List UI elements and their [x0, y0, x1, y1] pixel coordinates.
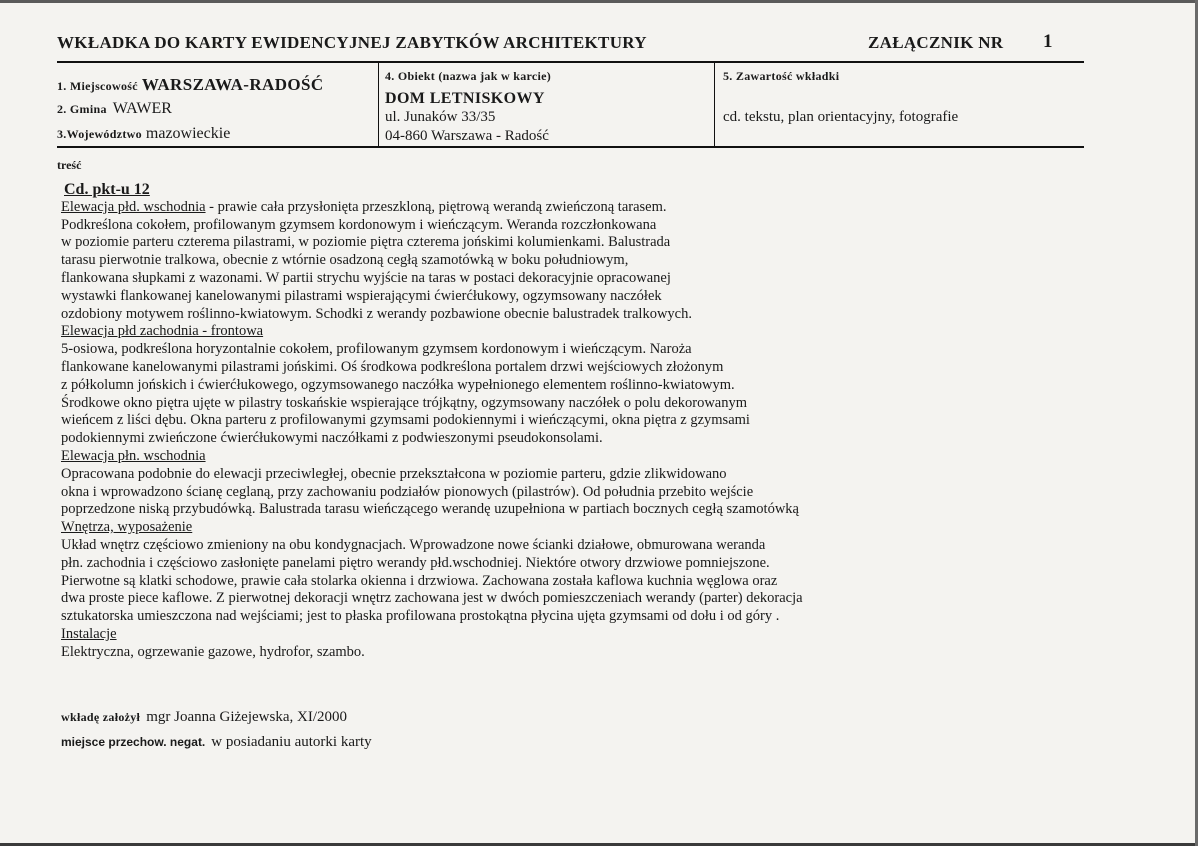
section-line: Opracowana podobnie do elewacji przeciwległej, obecnie przekształcona w poziomie parteru, gdzie zlikwidowano: [61, 465, 727, 482]
wojewodztwo-value: mazowieckie: [145, 125, 231, 142]
section-line: w poziomie parteru czterema pilastrami, w poziomie piętra czterema jońskimi kolumienkami. Balustrada: [61, 234, 671, 251]
section-text: - prawie cała przysłonięta przeszkloną, piętrową werandą zwieńczoną tarasem.: [205, 198, 667, 215]
section-line: wieńcem z liści dębu. Okna parteru z profilowanymi gzymsami podokiennymi i wieńczącymi, okna piętra z gzymsami: [61, 412, 750, 429]
footer-storage: [61, 733, 372, 751]
scan-edge-top: [0, 0, 1198, 3]
form-title: WKŁADKA DO KARTY EWIDENCYJNEJ ZABYTKÓW ARCHITEKTURY: [57, 33, 647, 52]
section-line: Środkowe okno piętra ujęte w pilastry toskańskie wspierające trójkątny, ogzymsowany naczółek o polu dekorowanym: [61, 394, 748, 411]
section-line: Pierwotne są klatki schodowe, prawie cała stolarka okienna i drzwiowa. Zachowana została kaflowa kuchnia węglowa oraz: [61, 572, 778, 589]
author-label: wkładę założył: [61, 710, 141, 724]
gmina-value: WAWER: [112, 100, 172, 117]
section-heading-line: [61, 448, 961, 466]
section-heading-northeast: Elewacja płn. wschodnia: [61, 447, 206, 464]
content-body: [61, 181, 961, 662]
section-line: Elektryczna, ogrzewanie gazowe, hydrofor, szambo.: [61, 643, 365, 660]
author-value: mgr Joanna Giżejewska, XI/2000: [146, 709, 347, 725]
miejscowosc-label: 1. Miejscowość: [57, 79, 138, 93]
obiekt-address-city: 04-860 Warszawa - Radość: [385, 128, 549, 144]
section-line: płn. zachodnia i częściowo zasłonięte panelami piętro werandy płd.wschodniej. Niektóre otwory drzwiowe pomniejszone.: [61, 554, 770, 571]
zawartosc-label: 5. Zawartość wkładki: [723, 69, 840, 83]
storage-label: miejsce przechow. negat.: [61, 735, 206, 749]
section-line: Podkreślona cokołem, profilowanym gzymsem kordonowym i wieńczącym. Weranda rozczłonkowana: [61, 216, 657, 233]
section-line: z półkolumn jońskich i ćwierćłukowego, ogzymsowanego naczółka wypełnionego elementem roślinno-kwiatowym.: [61, 376, 735, 393]
section-heading-line: [61, 519, 961, 537]
annex-label: ZAŁĄCZNIK NR: [868, 33, 1004, 52]
footer-author: [61, 708, 347, 726]
column-divider-2: [714, 62, 715, 147]
section-heading-installations: Instalacje: [61, 625, 117, 642]
section-line: sztukatorska umieszczona nad wejściami; jest to płaska profilowana prostokątna płycina ujęta gzymsami od dołu i od góry .: [61, 608, 780, 625]
section-line: [61, 199, 961, 217]
section-line: Układ wnętrz częściowo zmieniony na obu kondygnacjach. Wprowadzone nowe ścianki działowe, obmurowana weranda: [61, 536, 766, 553]
zawartosc-value: cd. tekstu, plan orientacyjny, fotografie: [723, 109, 959, 125]
section-heading-front: Elewacja płd zachodnia - frontowa: [61, 323, 264, 340]
section-heading-east: Elewacja płd. wschodnia: [61, 198, 206, 215]
field-gmina: [57, 100, 172, 118]
section-line: ozdobiony motywem roślinno-kwiatowym. Schodki z werandy pozbawione obecnie balustradek tralkowych.: [61, 305, 692, 322]
column-divider-1: [378, 62, 379, 147]
gmina-label: 2. Gmina: [57, 102, 107, 116]
storage-value: w posiadaniu autorki karty: [211, 734, 372, 750]
section-line: podokiennymi zwieńczone ćwierćłukowymi naczółkami z podwieszonymi pseudokonsolami.: [61, 430, 603, 447]
wojewodztwo-label: 3.Województwo: [57, 127, 142, 141]
section-heading-interiors: Wnętrza, wyposażenie: [61, 519, 193, 536]
field-miejscowosc: [57, 75, 324, 95]
header-rule-bottom: [57, 146, 1084, 148]
field-wojewodztwo: [57, 125, 230, 143]
section-line: tarasu pierwotnie tralkowa, obecnie z wtórnie osadzoną cegłą szamotówką w boku południowym,: [61, 252, 629, 269]
section-line: dwa proste piece kaflowe. Z pierwotnej dekoracji wnętrz zachowana jest w dwóch pomieszczeniach werandy (parter) dekoracja: [61, 590, 803, 607]
obiekt-address-street: ul. Junaków 33/35: [385, 109, 496, 125]
section-line: 5-osiowa, podkreślona horyzontalnie cokołem, profilowanym gzymsem kordonowym i wieńczącym. Naroża: [61, 341, 692, 358]
pkt-heading: Cd. pkt-u 12: [64, 181, 150, 198]
section-heading-line: [61, 323, 961, 341]
annex-number: 1: [1043, 31, 1053, 52]
header-rule-top: [57, 61, 1084, 63]
section-line: flankowane kanelowanymi pilastrami jońskimi. Oś środkowa podkreślona portalem drzwi wejściowych złożonym: [61, 358, 724, 375]
section-heading-line: [61, 626, 961, 644]
section-line: wystawki flankowanej kanelowanymi pilastrami wspierającymi ćwierćłukowy, ogzymsowany naczółek: [61, 287, 662, 304]
obiekt-label: 4. Obiekt (nazwa jak w karcie): [385, 69, 552, 83]
section-line: poprzedzone niską przybudówką. Balustrada tarasu wieńczącego werandę uzupełniona w partiach bocznych cegłą szamotówką: [61, 501, 799, 518]
miejscowosc-value: WARSZAWA-RADOŚĆ: [141, 75, 324, 94]
section-line: okna i wprowadzono ścianę ceglaną, przy zachowaniu podziałów pionowych (pilastrów). Od południa przebito wejście: [61, 483, 754, 500]
section-line: flankowana słupkami z wazonami. W partii strychu wyjście na taras w postaci dekoracyjnie opracowanej: [61, 269, 671, 286]
obiekt-name: DOM LETNISKOWY: [385, 90, 545, 107]
pkt-heading-line: [61, 181, 961, 199]
tresc-label: treść: [57, 158, 82, 172]
